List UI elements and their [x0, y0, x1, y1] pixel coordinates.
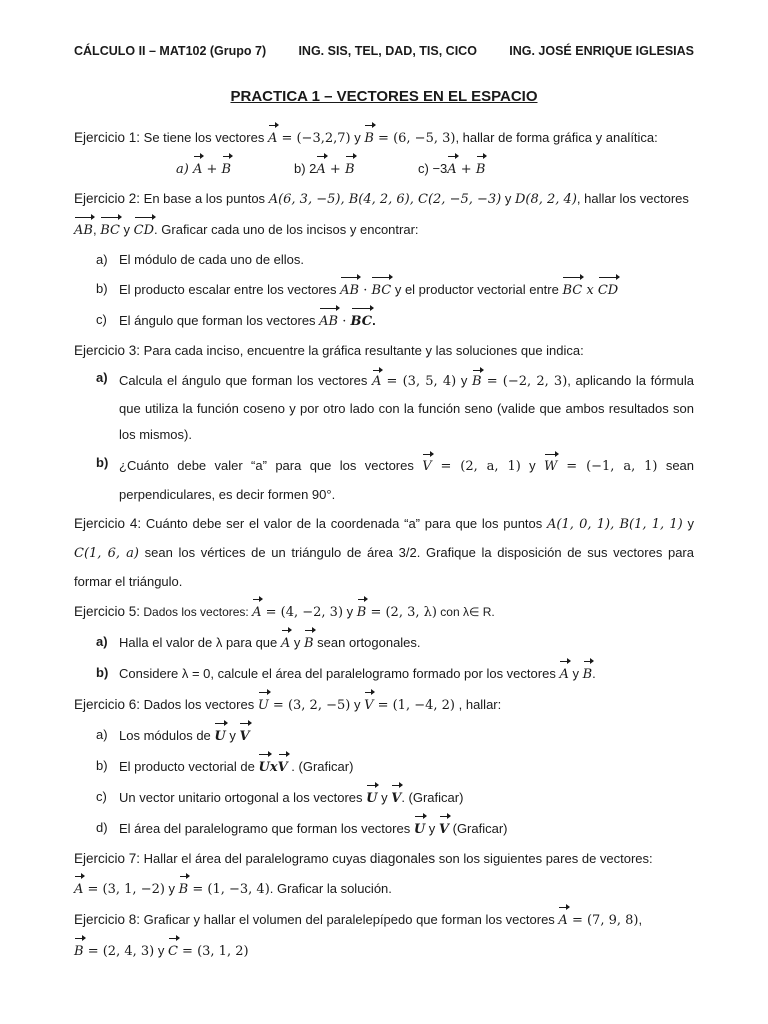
exercise-label: Ejercicio 6: — [74, 696, 141, 712]
item-c: c) −3A + B — [418, 153, 485, 184]
exercise-list — [74, 122, 694, 966]
exercise-4: Ejercicio 4: Cuánto debe ser el valor de la coordenada “a” para que los puntos A(1, 0, 1), B(1, 1, 1) y C(1, 6, a) sean los vértices de un triángulo de área 3/2. Grafique la disposición de sus vectores para formar el triángulo. — [74, 515, 694, 589]
vector-b: B — [364, 122, 374, 153]
exercise-6-item-a: a) Los módulos de U y V — [74, 720, 694, 751]
exercise-2: Ejercicio 2: En base a los puntos A(6, 3, −5), B(4, 2, 6), C(2, −5, −3) y D(8, 2, 4), hallar los vectores AB, BC y CD. Graficar cada uno de los incisos y encontrar: — [74, 184, 694, 245]
exercise-3-item-a: a) Calcula el ángulo que forman los vectores A = (3, 5, 4) y B = (−2, 2, 3), aplicando la fórmula que utiliza la función coseno y por otro lado con la función seno (valide que ambos resultados son los mismos). — [74, 365, 694, 449]
exercise-label: Ejercicio 1: — [74, 130, 141, 145]
careers: ING. SIS, TEL, DAD, TIS, CICO — [298, 44, 477, 58]
exercise-8: Ejercicio 8: Graficar y hallar el volumen del paralelepípedo que forman los vectores A = (7, 9, 8), B = (2, 4, 3) y C = (3, 1, 2) — [74, 904, 694, 966]
item-a: a) A + B — [176, 153, 294, 184]
exercise-2-item-c: c) El ángulo que forman los vectores AB · BC. — [74, 305, 694, 336]
exercise-1-items — [74, 153, 694, 184]
exercise-label: Ejercicio 3: — [74, 343, 141, 358]
exercise-2-item-b: b) El producto escalar entre los vectores AB · BC y el productor vectorial entre BC x CD — [74, 274, 694, 305]
exercise-6-item-b: b) El producto vectorial de UxV . (Graficar) — [74, 751, 694, 782]
exercise-7: Ejercicio 7: Hallar el área del paralelogramo cuyas diagonales son los siguientes pares de vectores: A = (3, 1, −2) y B = (1, −3, 4). Graficar la solución. — [74, 844, 694, 904]
exercise-label: Ejercicio 7: — [74, 850, 141, 866]
exercise-label: Ejercicio 2: — [74, 191, 141, 206]
exercise-2-item-a: a) El módulo de cada uno de ellos. — [96, 252, 305, 267]
exercise-5-item-a: a) Halla el valor de λ para que A y B sean ortogonales. — [74, 627, 694, 658]
item-b: b) 2A + B — [294, 153, 418, 184]
course-name: CÁLCULO II – MAT102 (Grupo 7) — [74, 44, 267, 58]
teacher-name: ING. JOSÉ ENRIQUE IGLESIAS — [509, 44, 694, 58]
vector-a: A — [268, 122, 277, 153]
exercise-label: Ejercicio 4: — [74, 515, 142, 531]
exercise-label: Ejercicio 5: — [74, 603, 141, 619]
page-title: PRACTICA 1 – VECTORES EN EL ESPACIO — [230, 88, 538, 105]
exercise-1: Ejercicio 1: Se tiene los vectores A = (−3,2,7) y B = (6, −5, 3), hallar de forma gráfica y analítica: — [74, 122, 694, 153]
exercise-6-item-d: d) El área del paralelogramo que forman los vectores U y V (Graficar) — [74, 813, 694, 844]
exercise-3-item-b: b) ¿Cuánto debe valer “a” para que los vectores V = (2, a, 1) y W = (−1, a, 1) sean perpendiculares, es decir formen 90°. — [74, 449, 694, 509]
page-header — [74, 44, 694, 58]
exercise-3: Ejercicio 3: Para cada inciso, encuentre la gráfica resultante y las soluciones que indica: — [74, 343, 584, 358]
exercise-6-item-c: c) Un vector unitario ortogonal a los vectores U y V. (Graficar) — [74, 782, 694, 813]
exercise-label: Ejercicio 8: — [74, 911, 141, 927]
exercise-6: Ejercicio 6: Dados los vectores U = (3, 2, −5) y V = (1, −4, 2) , hallar: — [74, 689, 694, 720]
exercise-5-item-b: b) Considere λ = 0, calcule el área del paralelogramo formado por los vectores A y B. — [74, 658, 694, 689]
exercise-5: Ejercicio 5: Dados los vectores: A = (4, −2, 3) y B = (2, 3, λ) con λ∈ R. — [74, 596, 694, 627]
